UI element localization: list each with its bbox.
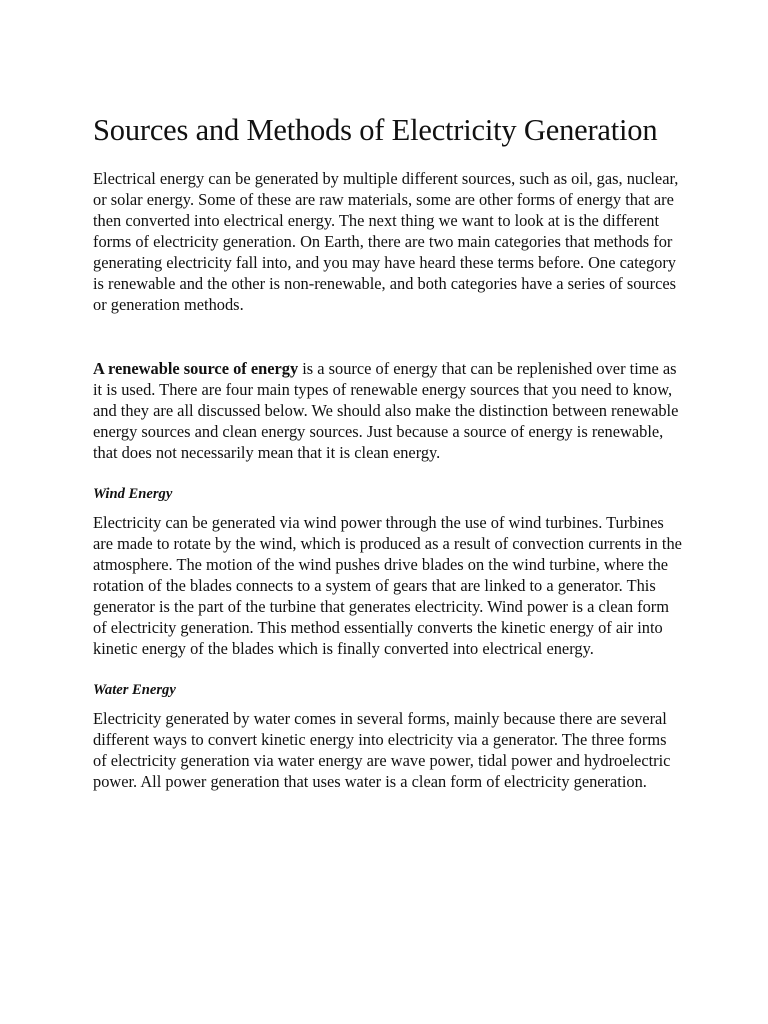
page-title: Sources and Methods of Electricity Generation bbox=[93, 113, 658, 147]
intro-paragraph: Electrical energy can be generated by multiple different sources, such as oil, gas, nuclear, or solar energy. Some of these are raw materials, some are other forms of energy that are then converted into electrical energy. The next thing we want to look at is the different forms of electricity generation. On Earth, there are two main categories that methods for generating electricity fall into, and you may have heard these terms before. One category is renewable and the other is non-renewable, and both categories have a series of sources or generation methods. bbox=[93, 169, 679, 314]
renewable-paragraph bbox=[93, 358, 683, 463]
renewable-text: is a source of energy that can be replenished over time as it is used. There are four main types of renewable energy sources that you need to know, and they are all discussed below. We should also make the distinction between renewable energy sources and clean energy sources. Just because a source of energy is renewable, that does not necessarily mean that it is clean energy. bbox=[93, 359, 679, 462]
section-heading-water: Water Energy bbox=[93, 682, 176, 698]
section-body-wind: Electricity can be generated via wind power through the use of wind turbines. Turbines are made to rotate by the wind, which is produced as a result of convection currents in the atmosphere. The motion of the wind pushes drive blades on the wind turbine, where the rotation of the blades connects to a system of gears that are linked to a generator. This generator is the part of the turbine that generates electricity. Wind power is a clean form of electricity generation. This method essentially converts the kinetic energy of air into kinetic energy of the blades which is finally converted into electrical energy. bbox=[93, 513, 682, 658]
section-heading-wind: Wind Energy bbox=[93, 486, 173, 502]
document-content bbox=[93, 112, 683, 792]
renewable-term: A renewable source of energy bbox=[93, 359, 299, 378]
section-body-water: Electricity generated by water comes in several forms, mainly because there are several different ways to convert kinetic energy into electricity via a generator. The three forms of electricity generation via water energy are wave power, tidal power and hydroelectric power. All power generation that uses water is a clean form of electricity generation. bbox=[93, 709, 671, 791]
